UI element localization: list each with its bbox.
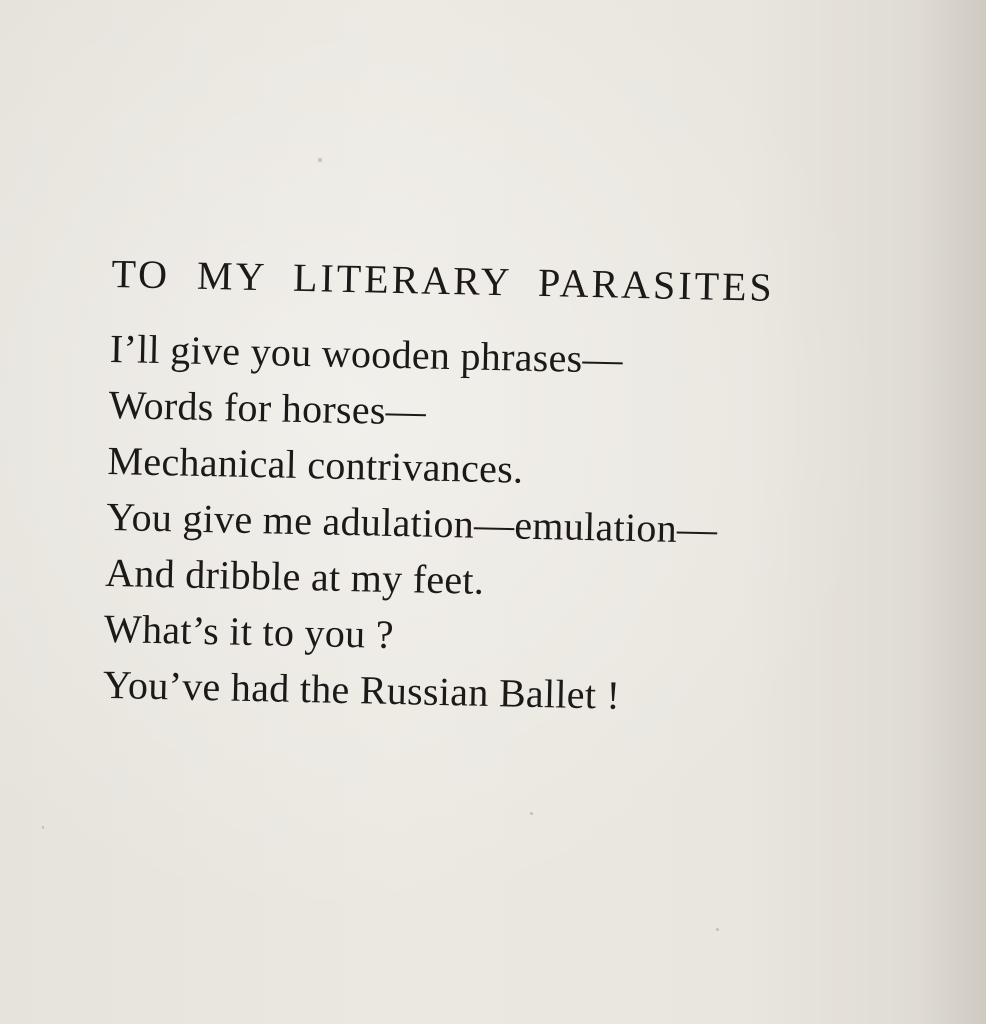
poem-line: You give me adulation—emulation—: [105, 493, 718, 552]
poem-line: I’ll give you wooden phrases—: [109, 325, 624, 382]
paper-speck: [716, 928, 719, 931]
poem-line: Mechanical contrivances.: [107, 437, 524, 492]
poem-line: Words for horses—: [108, 381, 427, 434]
paper-speck: [530, 812, 533, 815]
poem: [102, 250, 775, 727]
poem-line: What’s it to you ?: [103, 605, 395, 657]
page-edge-shadow: [916, 0, 986, 1024]
poem-line: You’ve had the Russian Ballet !: [102, 661, 621, 718]
paper-speck: [42, 826, 44, 829]
poem-title: TO MY LITERARY PARASITES: [111, 250, 776, 310]
paper-speck: [318, 158, 322, 162]
poem-line: And dribble at my feet.: [104, 549, 485, 603]
